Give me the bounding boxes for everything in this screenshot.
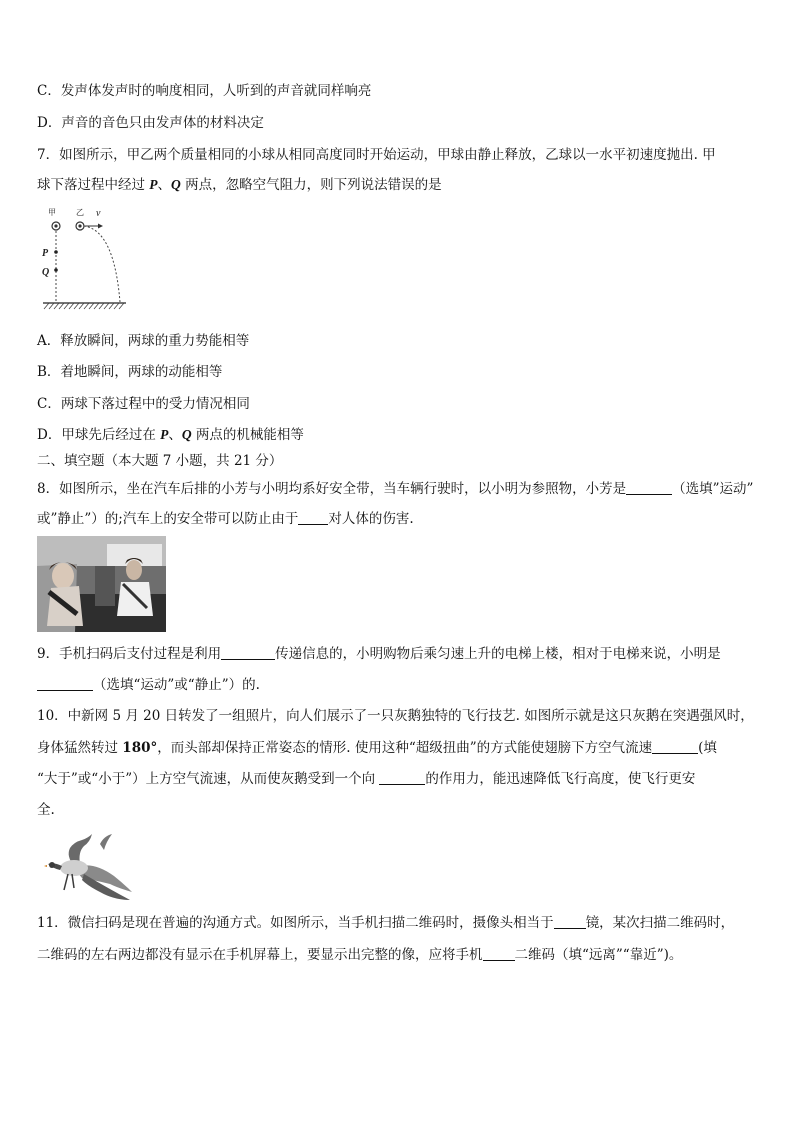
q8-text-a: 8．如图所示，坐在汽车后排的小芳与小明均系好安全带，当车辆行驶时，以小明为参照物，小芳是 xyxy=(37,481,627,497)
q10-text-a: 身体猛然转过 xyxy=(37,740,123,756)
q6-option-c: C．发声体发声时的响度相同，人听到的声音就同样响亮 xyxy=(37,83,372,99)
q10-text-d: “大于”或“小于”）上方空气流速，从而使灰鹅受到一个向 xyxy=(37,771,380,787)
q8-line2 xyxy=(37,510,414,528)
q8-blank1[interactable] xyxy=(626,480,672,495)
q9-blank1[interactable] xyxy=(221,645,275,660)
q7-option-b: B．着地瞬间，两球的动能相等 xyxy=(37,364,223,380)
q11-text-d: 二维码（填“远离”“靠近”)。 xyxy=(514,947,683,963)
point-p xyxy=(54,250,58,254)
parabolic-path xyxy=(84,226,120,302)
q7-option-a: A．释放瞬间，两球的重力势能相等 xyxy=(37,333,250,349)
q7-falling-balls-figure xyxy=(38,206,130,312)
q9-text-b: 传递信息的，小明购物后乘匀速上升的电梯上楼，相对于电梯来说，小明是 xyxy=(275,646,721,662)
q7-opt-d-text-a: D．甲球先后经过在 xyxy=(37,427,161,443)
q7-opt-d-text-b: 两点的机械能相等 xyxy=(191,427,304,443)
q8-text-b: （选填”运动” xyxy=(672,481,754,497)
q7-point-p: P xyxy=(149,177,158,192)
q8-blank2[interactable] xyxy=(298,510,328,525)
q9-text-a: 9．手机扫码后支付过程是利用 xyxy=(37,646,222,662)
ground-hatching xyxy=(44,303,124,309)
q6-option-d: D．声音的音色只由发声体的材料决定 xyxy=(37,115,264,131)
q8-text-c: 或”静止”）的;汽车上的安全带可以防止由于 xyxy=(37,511,299,527)
q11-blank2[interactable] xyxy=(483,946,515,961)
fig-label-yi: 乙 xyxy=(76,208,84,217)
q11-line1 xyxy=(37,914,734,932)
q11-blank1[interactable] xyxy=(554,914,586,929)
fig-label-v: v xyxy=(96,208,101,219)
q7-opt-d-p: P xyxy=(160,427,169,442)
q10-line3 xyxy=(37,770,695,788)
q7-stem-text-b: 两点，忽略空气阻力，则下列说法错误的是 xyxy=(180,177,442,193)
q10-text-b: ，而头部却保持正常姿态的情形. 使用这种“超级扭曲”的方式能使翅膀下方空气流速 xyxy=(157,740,653,756)
q10-text-e: 的作用力，能迅速降低飞行高度，使飞行更安 xyxy=(425,771,696,787)
q9-line1 xyxy=(37,645,721,663)
q10-text-c: (填 xyxy=(698,740,717,756)
q8-line1 xyxy=(37,480,753,498)
q7-point-q: Q xyxy=(171,177,181,192)
point-q xyxy=(54,268,58,272)
fig-label-p: P xyxy=(42,248,49,259)
fig-label-jia: 甲 xyxy=(48,208,56,217)
q10-line1: 10．中新网 5 月 20 日转发了一组照片，向人们展示了一只灰鹅独特的飞行技艺. 如图所示就是这只灰鹅在突遇强风时， xyxy=(37,708,754,724)
q8-car-seatbelt-photo xyxy=(37,536,166,632)
q10-blank1[interactable] xyxy=(652,739,698,754)
q7-option-d xyxy=(37,426,304,444)
q7-sep: 、 xyxy=(157,177,172,193)
q10-blank2[interactable] xyxy=(379,770,425,785)
q11-text-a: 11．微信扫码是现在普遍的沟通方式。如图所示，当手机扫描二维码时，摄像头相当于 xyxy=(37,915,554,931)
q7-stem-line2 xyxy=(37,176,442,194)
q11-text-b: 镜，某次扫描二维码时， xyxy=(585,915,735,931)
q9-line2 xyxy=(37,676,260,694)
q7-stem-text-a: 球下落过程中经过 xyxy=(37,177,150,193)
fig-label-q: Q xyxy=(42,267,50,278)
q10-degree: 180° xyxy=(122,740,158,756)
q11-line2 xyxy=(37,946,682,964)
q10-line2 xyxy=(37,739,717,757)
q7-stem-line1: 7．如图所示，甲乙两个质量相同的小球从相同高度同时开始运动，甲球由静止释放，乙球以一水平初速度抛出. 甲 xyxy=(37,147,716,163)
section-heading: 二、填空题（本大题 7 小题，共 21 分） xyxy=(37,453,283,469)
q10-goose-photo xyxy=(44,830,136,904)
q7-opt-d-sep: 、 xyxy=(168,427,182,443)
q8-text-d: 对人体的伤害. xyxy=(328,511,414,527)
q10-line4: 全. xyxy=(37,802,55,818)
q7-opt-d-q: Q xyxy=(181,427,192,442)
q7-option-c: C．两球下落过程中的受力情况相同 xyxy=(37,396,250,412)
q9-text-c: （选填“运动”或“静止”）的. xyxy=(93,677,260,693)
q9-blank2[interactable] xyxy=(37,676,93,691)
q11-text-c: 二维码的左右两边都没有显示在手机屏幕上，要显示出完整的像，应将手机 xyxy=(37,947,483,963)
